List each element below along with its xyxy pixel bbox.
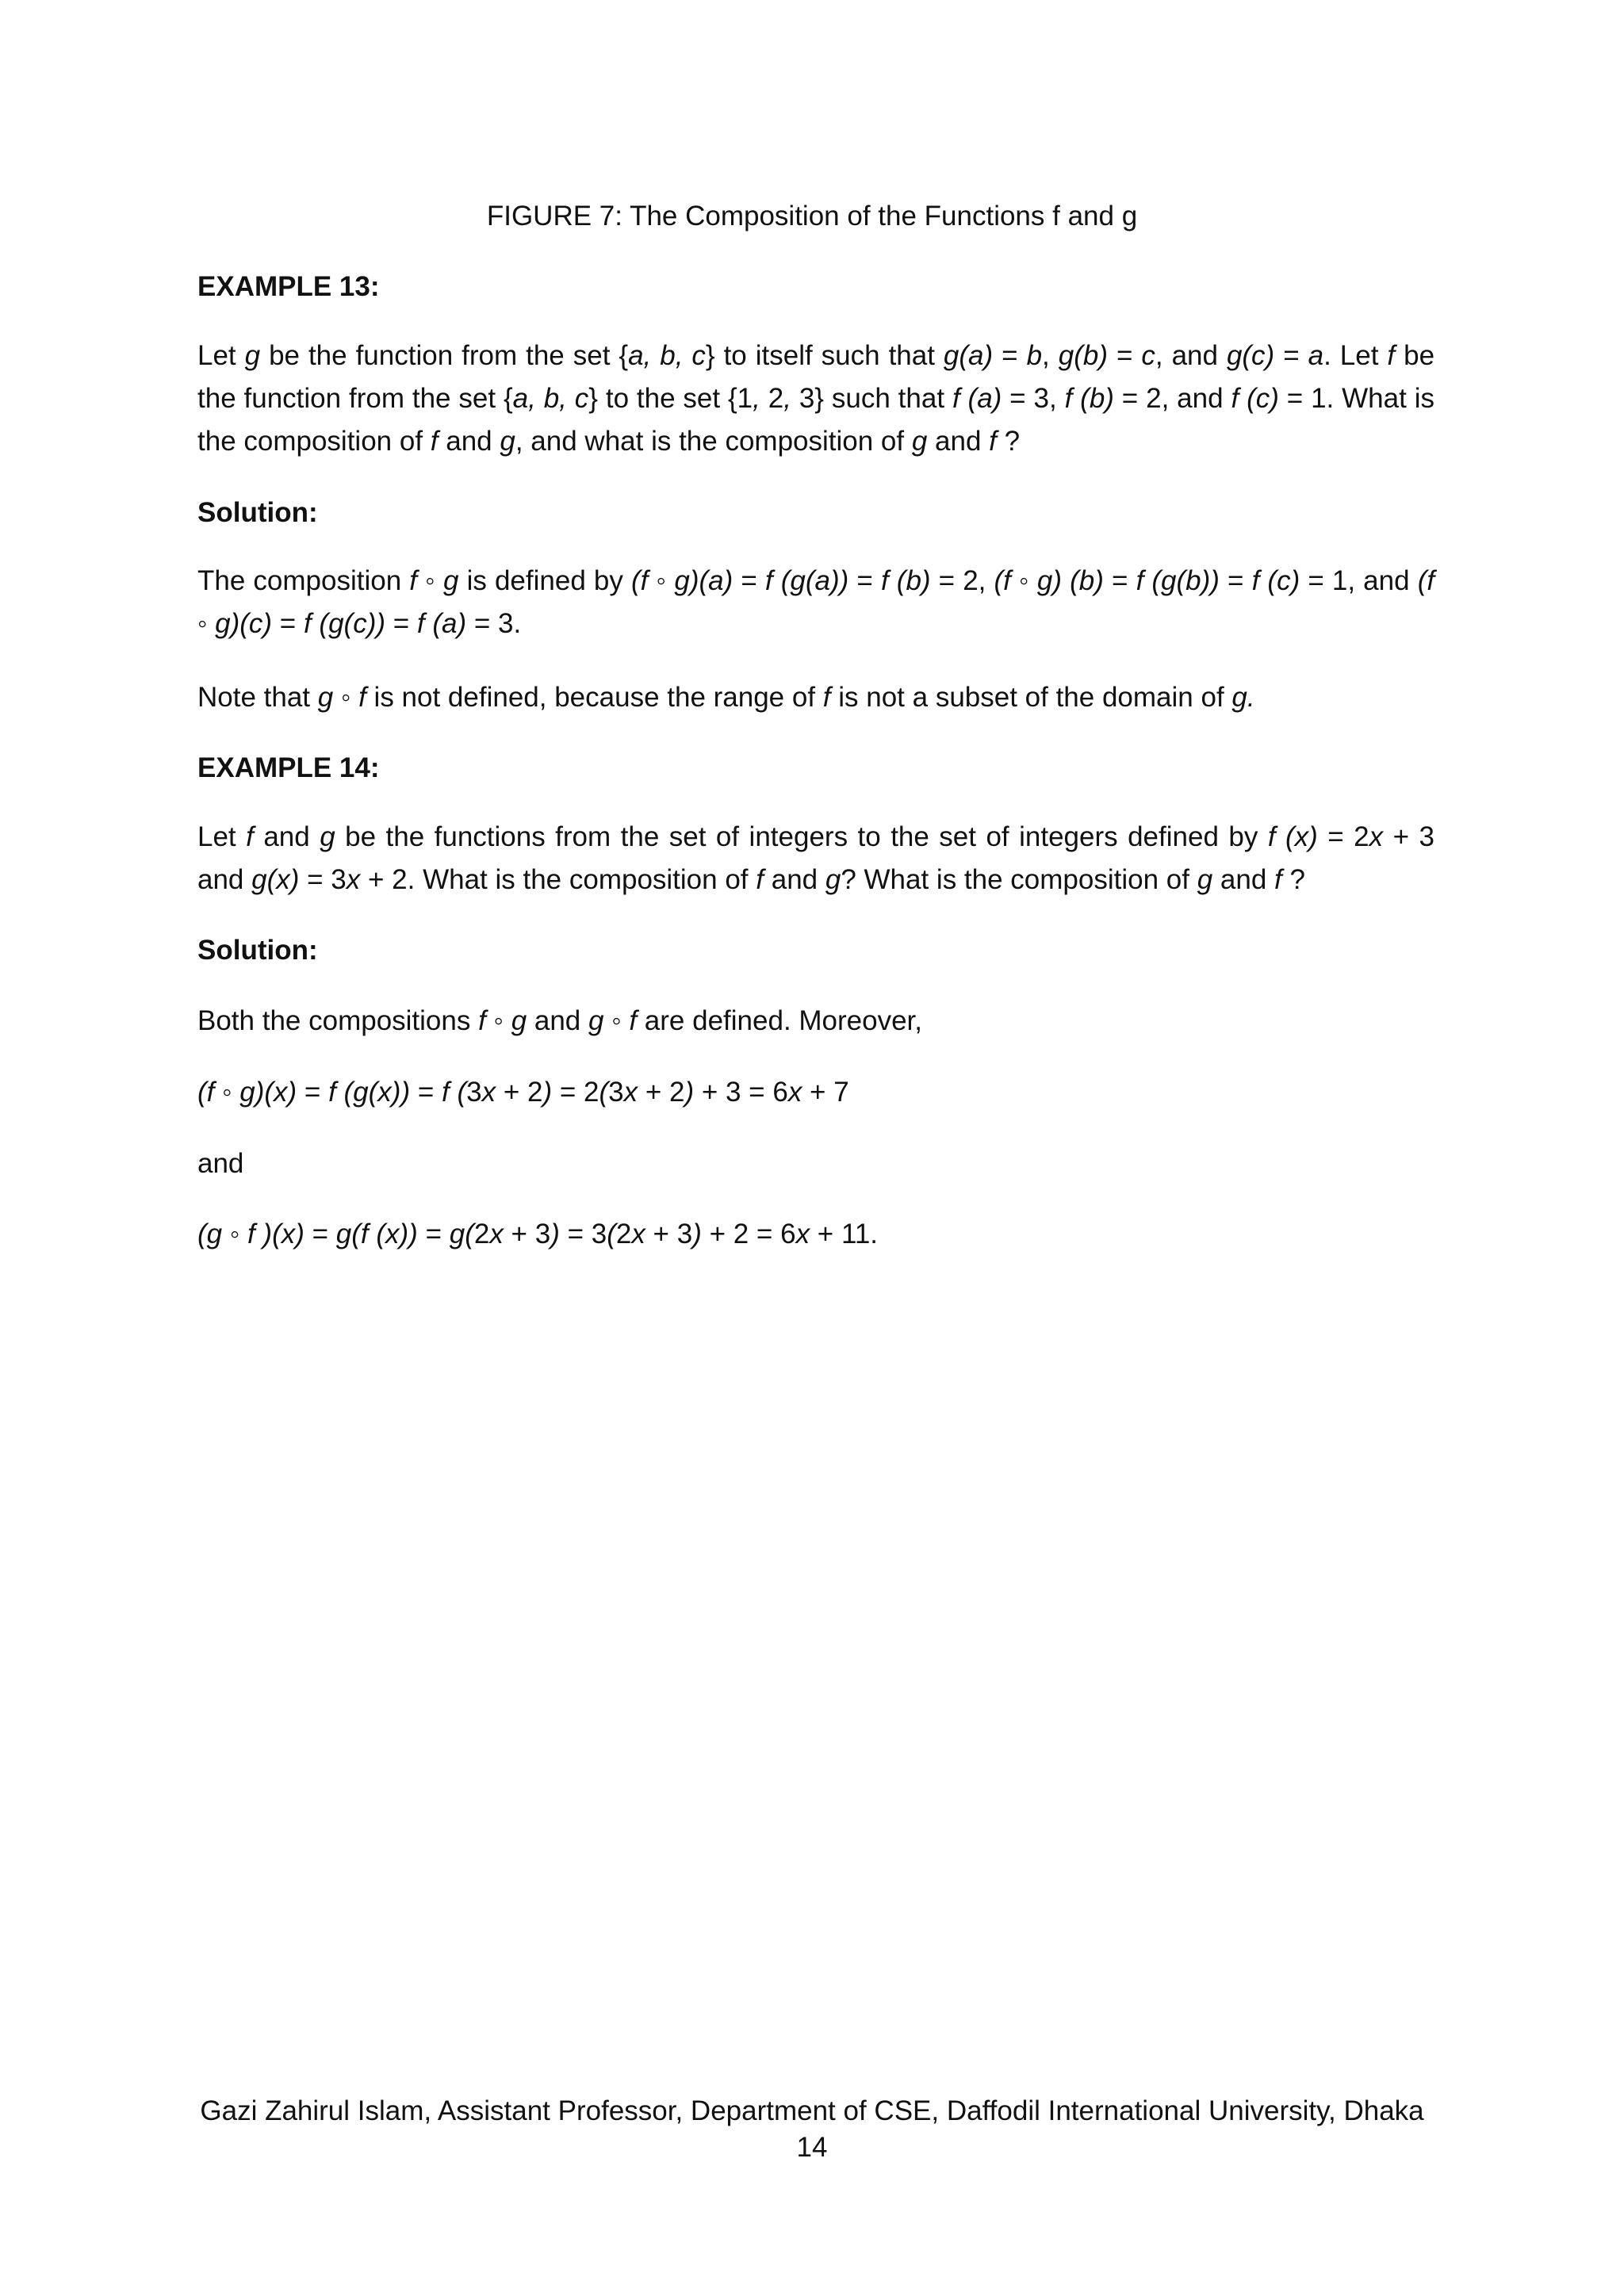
math-symbol: f bbox=[629, 1005, 638, 1036]
example-14-solution-heading: Solution: bbox=[197, 935, 318, 966]
math-symbol: f ( bbox=[442, 1077, 467, 1108]
math-symbol: c bbox=[1141, 340, 1155, 371]
text-run: = 1. What is bbox=[1278, 383, 1434, 414]
text-run: The composition bbox=[197, 565, 410, 596]
math-symbol: b bbox=[1026, 340, 1043, 371]
text-run: = bbox=[304, 1219, 336, 1249]
math-symbol: g bbox=[588, 1005, 604, 1036]
text-run: and bbox=[764, 864, 825, 895]
text-run: is not a subset of the domain of bbox=[830, 682, 1232, 713]
text-run: is not defined, because the range of bbox=[366, 682, 823, 713]
text-run: is defined by bbox=[458, 565, 631, 596]
math-symbol: f bbox=[246, 821, 254, 852]
text-run: be the functions from the set of integers to the set of integers defined by bbox=[335, 821, 1268, 852]
example-13-solution-line-2 bbox=[197, 603, 1434, 645]
example-14-and: and bbox=[197, 1148, 244, 1179]
text-run: ◦ bbox=[417, 565, 444, 596]
text-run: 3 bbox=[466, 1077, 482, 1108]
text-run: 2 bbox=[760, 383, 784, 414]
text-run: = 3. bbox=[466, 608, 522, 639]
text-run: = bbox=[1107, 340, 1142, 371]
text-run: = bbox=[993, 340, 1027, 371]
text-run: be bbox=[1395, 340, 1435, 371]
text-run: = bbox=[385, 608, 417, 639]
text-run: , and bbox=[1155, 340, 1227, 371]
math-symbol: g bbox=[244, 340, 261, 371]
math-symbol: ) bbox=[684, 1077, 695, 1108]
math-symbol: g bbox=[911, 426, 928, 457]
math-symbol: , bbox=[753, 383, 760, 414]
math-symbol: g(c) bbox=[1226, 340, 1275, 371]
footer-author: Gazi Zahirul Islam, Assistant Professor, Department of CSE, Daffodil International University, Dhaka bbox=[200, 2095, 1424, 2126]
text-run: + 2 bbox=[638, 1077, 685, 1108]
math-symbol: ) bbox=[542, 1077, 553, 1108]
text-run: = bbox=[1219, 565, 1252, 596]
example-13-solution-line-1 bbox=[197, 560, 1434, 603]
text-run: = 2, bbox=[930, 565, 994, 596]
math-symbol: x bbox=[481, 1077, 496, 1108]
text-run: and bbox=[438, 426, 500, 457]
example-14-both-defined bbox=[197, 1000, 1434, 1043]
math-symbol: f bbox=[409, 565, 418, 596]
text-run: ◦ bbox=[1010, 565, 1037, 596]
example-13-solution-heading: Solution: bbox=[197, 497, 318, 528]
text-run: ◦ bbox=[333, 682, 359, 713]
math-symbol: f (c) bbox=[1231, 383, 1279, 414]
math-symbol: f (a) bbox=[416, 608, 467, 639]
math-symbol: g bbox=[825, 864, 841, 895]
text-run: + 2. What is the composition of bbox=[360, 864, 756, 895]
math-symbol: g(f (x)) bbox=[335, 1219, 418, 1249]
text-run: + 3 bbox=[645, 1219, 693, 1249]
math-symbol: f (b) bbox=[1064, 383, 1114, 414]
math-symbol: a bbox=[1308, 340, 1324, 371]
math-symbol: g(x) bbox=[251, 864, 300, 895]
math-symbol: (f bbox=[197, 1077, 215, 1108]
math-symbol: x bbox=[787, 1077, 802, 1108]
text-run: ◦ bbox=[214, 1077, 240, 1108]
math-symbol: f bbox=[989, 426, 997, 457]
math-symbol: x bbox=[489, 1219, 504, 1249]
text-run: = bbox=[272, 608, 304, 639]
text-run: = bbox=[848, 565, 881, 596]
text-run: Note that bbox=[197, 682, 318, 713]
text-run: + 3 bbox=[503, 1219, 551, 1249]
text-run: = 3, bbox=[1002, 383, 1065, 414]
math-symbol: g(a) bbox=[943, 340, 994, 371]
math-symbol: f (g(a)) bbox=[764, 565, 849, 596]
math-symbol: x bbox=[1369, 821, 1384, 852]
math-symbol: ( bbox=[599, 1077, 609, 1108]
math-symbol: f (x) bbox=[1267, 821, 1318, 852]
math-symbol: f (g(c)) bbox=[303, 608, 386, 639]
example-13-problem-line-1 bbox=[197, 335, 1434, 377]
math-symbol: g bbox=[1197, 864, 1213, 895]
example-14-equation-fg bbox=[197, 1071, 1434, 1114]
figure-caption: FIGURE 7: The Composition of the Functions f and g bbox=[486, 201, 1138, 232]
math-symbol: ) bbox=[550, 1219, 560, 1249]
text-run: , bbox=[1042, 340, 1059, 371]
text-run: . Let bbox=[1323, 340, 1388, 371]
text-run: ◦ bbox=[603, 1005, 630, 1036]
math-symbol: f (c) bbox=[1251, 565, 1300, 596]
text-run: ◦ bbox=[485, 1005, 511, 1036]
text-run: + 2 = 6 bbox=[701, 1219, 796, 1249]
math-symbol: f bbox=[756, 864, 764, 895]
text-run: and bbox=[197, 864, 252, 895]
text-run: + 11. bbox=[810, 1219, 879, 1249]
text-run: Let bbox=[197, 821, 247, 852]
math-symbol: f bbox=[1387, 340, 1396, 371]
text-run: = 3 bbox=[299, 864, 347, 895]
example-14-equation-gf bbox=[197, 1213, 1434, 1256]
text-run: and bbox=[253, 821, 320, 852]
example-14-heading: EXAMPLE 14: bbox=[197, 752, 380, 783]
math-symbol: g bbox=[511, 1005, 527, 1036]
math-symbol: f bbox=[358, 682, 366, 713]
math-symbol: x bbox=[346, 864, 361, 895]
math-symbol: g)(a) bbox=[674, 565, 733, 596]
text-run: and bbox=[1212, 864, 1275, 895]
text-run: ◦ bbox=[222, 1219, 247, 1249]
math-symbol: ( bbox=[607, 1219, 616, 1249]
example-13-heading: EXAMPLE 13: bbox=[197, 271, 380, 302]
text-run: = 1, and bbox=[1300, 565, 1418, 596]
math-symbol: a, b, c bbox=[512, 383, 589, 414]
text-run: 3} such that bbox=[791, 383, 952, 414]
math-symbol: (f bbox=[1417, 565, 1435, 596]
text-run: = 2, and bbox=[1113, 383, 1231, 414]
text-run: ? bbox=[996, 426, 1021, 457]
text-run: 2 bbox=[473, 1219, 490, 1249]
text-run: = bbox=[1274, 340, 1308, 371]
math-symbol: g) (b) bbox=[1036, 565, 1104, 596]
text-run: be the function from the set { bbox=[260, 340, 629, 371]
math-symbol: ) bbox=[692, 1219, 702, 1249]
math-symbol: g bbox=[443, 565, 459, 596]
text-run: = 2 bbox=[1317, 821, 1369, 852]
math-symbol: x bbox=[795, 1219, 810, 1249]
math-symbol: f (b) bbox=[880, 565, 931, 596]
math-symbol: g bbox=[320, 821, 335, 852]
math-symbol: f bbox=[478, 1005, 486, 1036]
text-run: and bbox=[527, 1005, 589, 1036]
text-run: the function from the set { bbox=[197, 383, 513, 414]
text-run: ◦ bbox=[648, 565, 675, 596]
text-run: } to itself such that bbox=[705, 340, 944, 371]
math-symbol: g(b) bbox=[1058, 340, 1108, 371]
text-run: are defined. Moreover, bbox=[637, 1005, 923, 1036]
example-14-problem-line-1 bbox=[197, 816, 1434, 859]
math-symbol: f )(x) bbox=[247, 1219, 304, 1249]
text-run: Let bbox=[197, 340, 245, 371]
text-run: ◦ bbox=[197, 608, 216, 639]
math-symbol: (g bbox=[197, 1219, 223, 1249]
math-symbol: (f bbox=[994, 565, 1011, 596]
example-14-problem-line-2 bbox=[197, 859, 1434, 901]
example-13-problem-line-2 bbox=[197, 377, 1434, 420]
math-symbol: (f bbox=[630, 565, 649, 596]
math-symbol: g bbox=[317, 682, 334, 713]
math-symbol: g bbox=[500, 426, 515, 457]
text-run: + 3 bbox=[1383, 821, 1434, 852]
example-13-note bbox=[197, 676, 1434, 719]
text-run: = bbox=[733, 565, 765, 596]
text-run: = bbox=[297, 1077, 329, 1108]
text-run: + 2 bbox=[496, 1077, 543, 1108]
math-symbol: f (g(x)) bbox=[328, 1077, 411, 1108]
text-run: = 3 bbox=[559, 1219, 607, 1249]
text-run: } to the set {1 bbox=[588, 383, 753, 414]
page-number: 14 bbox=[796, 2132, 828, 2163]
text-run: = bbox=[417, 1219, 450, 1249]
math-symbol: g)(x) bbox=[239, 1077, 297, 1108]
text-run: the composition of bbox=[197, 426, 431, 457]
math-symbol: a, b, c bbox=[628, 340, 706, 371]
math-symbol: f (g(b)) bbox=[1136, 565, 1220, 596]
math-symbol: f bbox=[430, 426, 439, 457]
text-run: + 3 = 6 bbox=[694, 1077, 788, 1108]
math-symbol: f (a) bbox=[952, 383, 1002, 414]
example-13-problem-line-3 bbox=[197, 420, 1434, 463]
text-run: , and what is the composition of bbox=[515, 426, 912, 457]
math-symbol: g)(c) bbox=[215, 608, 273, 639]
text-run: and bbox=[927, 426, 990, 457]
math-symbol: , bbox=[783, 383, 791, 414]
math-symbol: f bbox=[822, 682, 831, 713]
text-run: + 7 bbox=[802, 1077, 849, 1108]
text-run: ? What is the composition of bbox=[841, 864, 1197, 895]
math-symbol: g( bbox=[449, 1219, 474, 1249]
text-run: = 2 bbox=[552, 1077, 599, 1108]
math-symbol: g. bbox=[1231, 682, 1255, 713]
text-run: = bbox=[1103, 565, 1136, 596]
math-symbol: x bbox=[631, 1219, 645, 1249]
text-run: = bbox=[410, 1077, 442, 1108]
math-symbol: x bbox=[623, 1077, 638, 1108]
text-run: Both the compositions bbox=[197, 1005, 479, 1036]
text-run: 2 bbox=[615, 1219, 632, 1249]
text-run: 3 bbox=[608, 1077, 624, 1108]
math-symbol: f bbox=[1274, 864, 1282, 895]
text-run: ? bbox=[1281, 864, 1305, 895]
